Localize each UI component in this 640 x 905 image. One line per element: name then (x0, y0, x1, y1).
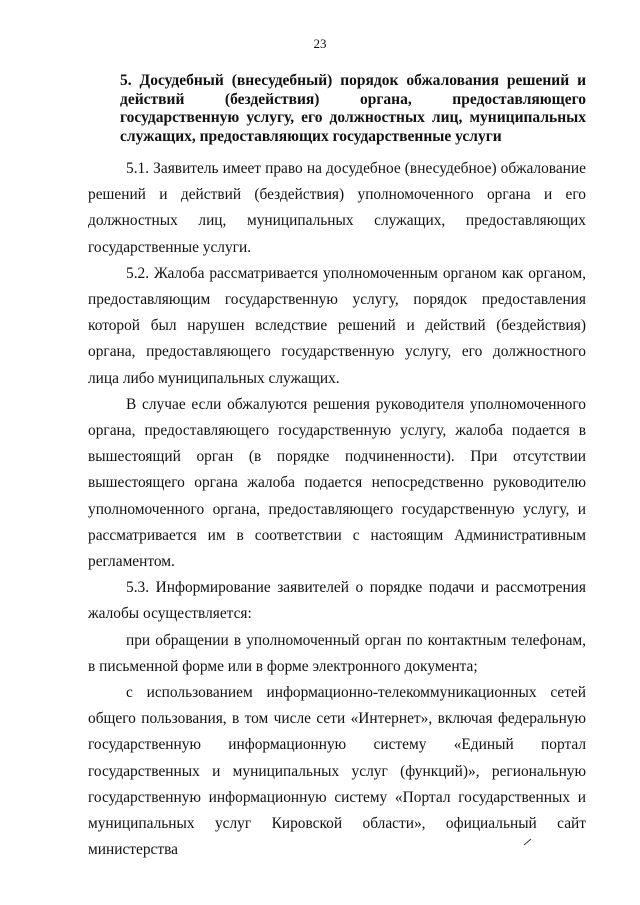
pen-mark-icon (523, 838, 533, 846)
section-heading: 5. Досудебный (внесудебный) порядок обжалования решений и действий (бездействия) органа, предоставляющего государственную услугу, его должностных лиц, муниципальных служащих, предоставляющих государственные услуги (120, 72, 586, 145)
paragraph-5-1: 5.1. Заявитель имеет право на досудебное (внесудебное) обжалование решений и действий (бездействия) уполномоченного органа и его должностных лиц, муниципальных служащих, предоставляющих государственные услуги. (88, 160, 586, 256)
paragraph-internet: с использованием информационно-телекоммуникационных сетей общего пользования, в том числе сети «Интернет», включая федеральную государственную информационную систему «Единый портал государственных и муниципальных услуг (функций)», региональную государственную информационную систему «Портал государственных и муниципальных услуг Кировской области», официальный сайт министерства (88, 684, 586, 859)
paragraph-5-3: 5.3. Информирование заявителей о порядке подачи и рассмотрения жалобы осуществляется: (88, 579, 586, 623)
page-number: 23 (313, 36, 327, 51)
paragraph-contact: при обращении в уполномоченный орган по контактным телефонам, в письменной форме или в форме электронного документа; (88, 631, 586, 675)
paragraph-appeal-head: В случае если обжалуются решения руководителя уполномоченного органа, предоставляющего государственную услугу, жалоба подается в вышестоящий орган (в порядке подчиненности). При отсутствии вышестоящего органа жалоба подается непосредственно руководителю уполномоченного органа, предоставляющего государственную услугу, и рассматривается им в соответствии с настоящим Административным регламентом. (88, 395, 586, 571)
document-body (88, 156, 586, 863)
paragraph-5-2: 5.2. Жалоба рассматривается уполномоченным органом как органом, предоставляющим государственную услугу, порядок предоставления которой был нарушен вследствие решений и действий (бездействия) органа, предоставляющего государственную услугу, его должностного лица либо муниципальных служащих. (88, 264, 586, 387)
